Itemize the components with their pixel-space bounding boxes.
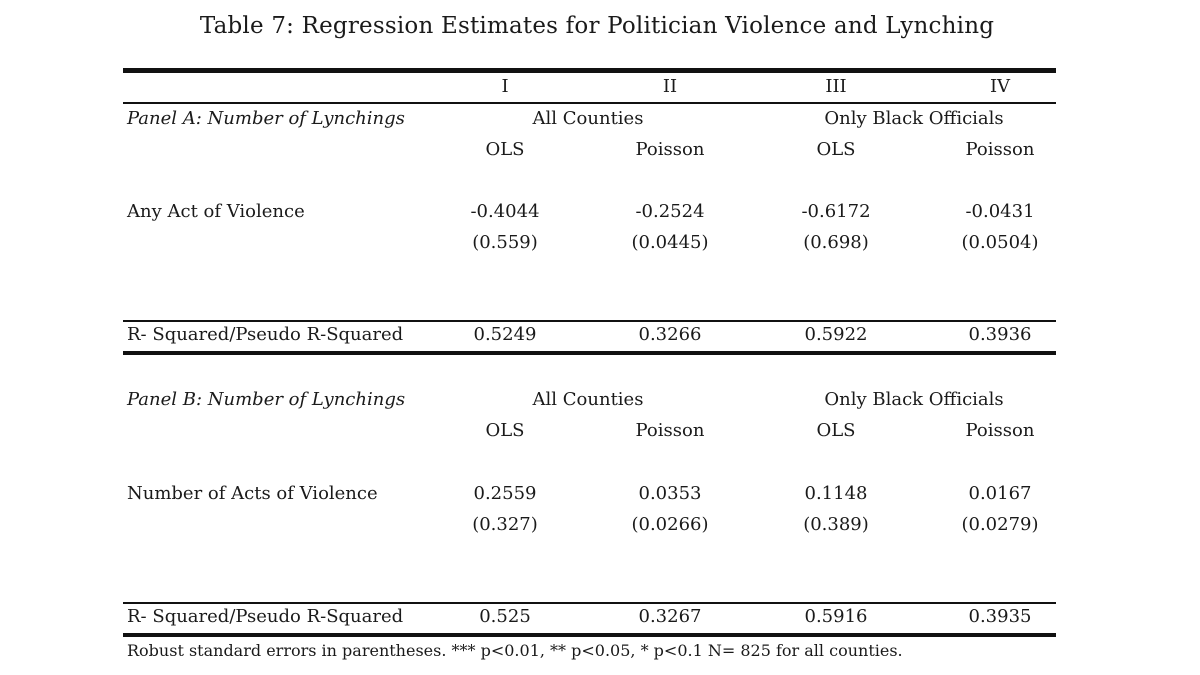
panel-a-group-black-officials: Only Black Officials <box>824 108 1004 129</box>
panel-a-stderr-4: (0.0504) <box>961 232 1039 253</box>
table-bottom-rule <box>123 633 1056 637</box>
panel-a-stderr-2: (0.0445) <box>631 232 709 253</box>
panel-b-method-1: OLS <box>485 420 525 441</box>
panel-a-estimate-4: -0.0431 <box>965 201 1035 222</box>
panel-b-group-black-officials: Only Black Officials <box>824 389 1004 410</box>
panel-b-estimate-3: 0.1148 <box>804 483 868 504</box>
panel-a-estimate-3: -0.6172 <box>801 201 871 222</box>
panel-b-r2-1: 0.525 <box>479 606 531 627</box>
panel-b-variable-label: Number of Acts of Violence <box>127 483 378 504</box>
header-bottom-rule <box>123 102 1056 104</box>
panel-b-stderr-3: (0.389) <box>803 514 869 535</box>
panel-a-r2-label: R- Squared/Pseudo R-Squared <box>127 324 404 345</box>
panel-b-r2-2: 0.3267 <box>638 606 702 627</box>
panel-a-stderr-1: (0.559) <box>472 232 538 253</box>
panel-a-method-3: OLS <box>816 139 856 160</box>
column-header-2: II <box>662 76 678 97</box>
panel-a-r2-2: 0.3266 <box>638 324 702 345</box>
panel-a-bottom-rule <box>123 351 1056 355</box>
column-header-4: IV <box>989 76 1011 97</box>
panel-a-variable-label: Any Act of Violence <box>127 201 305 222</box>
panel-a-r2-1: 0.5249 <box>473 324 537 345</box>
panel-a-heading: Panel A: Number of Lynchings <box>127 108 405 129</box>
top-thick-rule <box>123 68 1056 73</box>
panel-a-estimate-2: -0.2524 <box>635 201 705 222</box>
panel-b-r2-4: 0.3935 <box>968 606 1032 627</box>
panel-b-method-2: Poisson <box>635 420 705 441</box>
column-header-3: III <box>825 76 847 97</box>
column-header-1: I <box>501 76 509 97</box>
panel-b-estimate-4: 0.0167 <box>968 483 1032 504</box>
panel-b-stderr-1: (0.327) <box>472 514 538 535</box>
panel-a-r2-3: 0.5922 <box>804 324 868 345</box>
panel-a-stderr-3: (0.698) <box>803 232 869 253</box>
panel-b-estimate-1: 0.2559 <box>473 483 537 504</box>
panel-b-estimate-2: 0.0353 <box>638 483 702 504</box>
panel-b-r2-label: R- Squared/Pseudo R-Squared <box>127 606 404 627</box>
panel-b-r2-top-rule <box>123 602 1056 604</box>
panel-a-method-1: OLS <box>485 139 525 160</box>
panel-b-heading: Panel B: Number of Lynchings <box>127 389 406 410</box>
panel-a-method-2: Poisson <box>635 139 705 160</box>
panel-b-method-4: Poisson <box>965 420 1035 441</box>
panel-b-method-3: OLS <box>816 420 856 441</box>
panel-b-r2-3: 0.5916 <box>804 606 868 627</box>
panel-a-method-4: Poisson <box>965 139 1035 160</box>
panel-b-group-all-counties: All Counties <box>532 389 644 410</box>
panel-a-r2-4: 0.3936 <box>968 324 1032 345</box>
panel-a-group-all-counties: All Counties <box>532 108 644 129</box>
panel-a-estimate-1: -0.4044 <box>470 201 540 222</box>
table-title: Table 7: Regression Estimates for Politician Violence and Lynching <box>199 13 995 39</box>
table-footnote: Robust standard errors in parentheses. *** p<0.01, ** p<0.05, * p<0.1 N= 825 for all counties. <box>127 641 903 660</box>
panel-b-stderr-2: (0.0266) <box>631 514 709 535</box>
panel-b-stderr-4: (0.0279) <box>961 514 1039 535</box>
panel-a-r2-top-rule <box>123 320 1056 322</box>
